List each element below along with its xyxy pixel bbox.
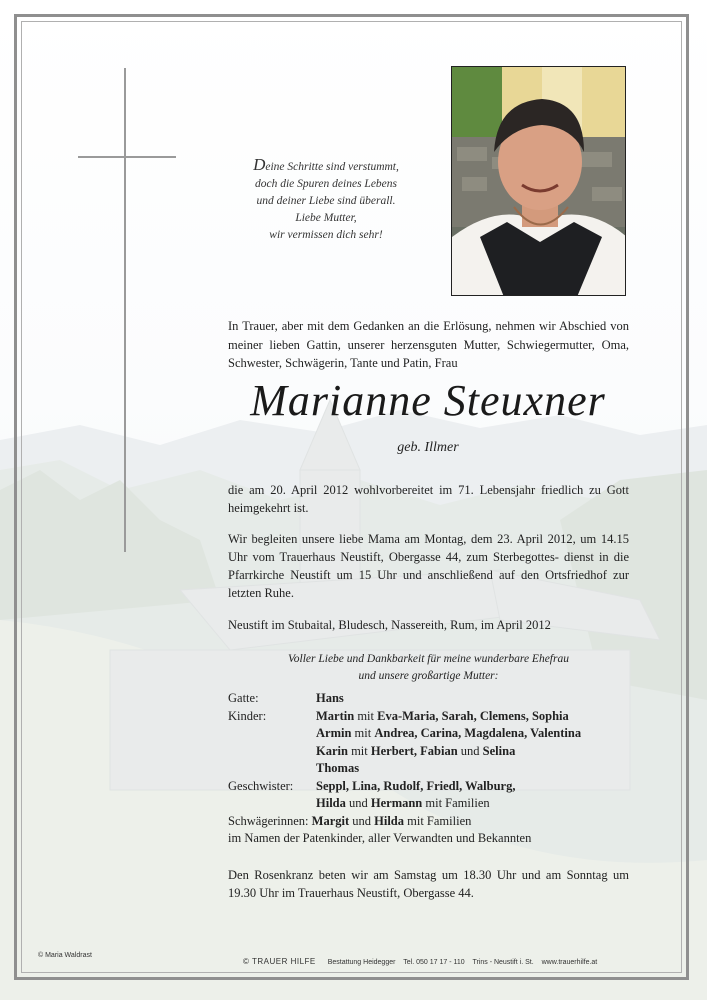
footer-brand: © TRAUER HILFE [243, 957, 316, 966]
poem-line: und deiner Liebe sind überall. [256, 195, 396, 207]
sibling-name: Hilda [316, 796, 346, 810]
family-row-siblings-cont [228, 795, 648, 813]
spouse-name: Hans [316, 691, 344, 705]
sibling-name: Hermann [370, 796, 423, 810]
place-date: Neustift im Stubaital, Bludesch, Nassereith, Rum, im April 2012 [228, 618, 551, 632]
child-name: Armin [316, 726, 352, 740]
family-row-siblings [228, 778, 648, 796]
family-row-child [228, 725, 648, 743]
child-family: Eva-Maria, Sarah, Clemens, Sophia [377, 708, 569, 723]
connector: mit Familien [425, 796, 490, 810]
connector: und [460, 743, 480, 758]
connector: mit [351, 743, 368, 758]
family-label: Schwägerinnen: [228, 813, 309, 828]
death-notice: die am 20. April 2012 wohlvorbereitet im 71. Lebensjahr friedlich zu Gott heimgekehrt ist. [228, 483, 629, 515]
deceased-name: Marianne Steuxner [250, 376, 606, 425]
funeral-info: Wir begleiten unsere liebe Mama am Montag, dem 23. April 2012, um 14.15 Uhr vom Trauerhaus Neustift, Obergasse 44, zum Sterbegottes- dienst in die Pfarrkirche Neustift um 15 Uhr und anschließend auf den Ortsfriedhof zur letzten Ruhe. [228, 532, 629, 600]
poem-line: Liebe Mutter, [295, 212, 357, 224]
footer-phone: Tel. 050 17 17 - 110 [403, 959, 465, 966]
connector: und [352, 813, 372, 828]
thanks-text [228, 651, 629, 685]
portrait-illustration [452, 67, 626, 296]
siblings-names: Seppl, Lina, Rudolf, Friedl, Walburg, [316, 778, 516, 793]
child-name: Karin [316, 743, 348, 758]
footer-company: Bestattung Heidegger [327, 959, 396, 966]
portrait-photo [451, 66, 626, 296]
family-row-spouse [228, 690, 648, 708]
family-label: Kinder: [228, 708, 267, 723]
family-label: Geschwister: [228, 778, 294, 793]
connector: und [349, 796, 368, 810]
family-row-child [228, 760, 648, 778]
child-family: Selina [482, 743, 516, 758]
poem-initial: D [253, 155, 266, 174]
footer-location: Trins - Neustift i. St. [472, 959, 534, 966]
cross-vertical-bar [124, 68, 126, 552]
godchildren-line: im Namen der Patenkinder, aller Verwandten und Bekannten [228, 831, 532, 845]
child-name: Thomas [316, 761, 360, 775]
thanks-line: und unsere großartige Mutter: [358, 670, 499, 682]
rosary-info: Den Rosenkranz beten wir am Samstag um 18.30 Uhr und am Sonntag um 19.30 Uhr im Trauerhaus Neustift, Obergasse 44. [228, 868, 629, 900]
maiden-name: geb. Illmer [397, 440, 459, 455]
connector: mit [354, 726, 372, 740]
footer [243, 957, 603, 966]
intro-text: In Trauer, aber mit dem Gedanken an die Erlösung, nehmen wir Abschied von meiner lieben Gattin, unserer herzensguten Mutter, Schwiegermutter, Oma, Schwester, Schwägerin, Tante und Patin, Frau [228, 319, 629, 370]
footer-web-link[interactable]: www.trauerhilfe.at [541, 959, 598, 966]
inlaw-name: Hilda [374, 813, 405, 828]
cross-horizontal-bar [78, 156, 176, 158]
inlaw-name: Margit [311, 813, 350, 828]
child-name: Martin [316, 708, 355, 723]
child-family: Andrea, Carina, Magdalena, Valentina [374, 726, 582, 740]
photo-copyright: © Maria Waldrast [38, 952, 92, 959]
family-row-child [228, 743, 648, 761]
family-row-inlaws [228, 813, 648, 831]
poem-line: wir vermissen dich sehr! [269, 229, 383, 241]
thanks-line: Voller Liebe und Dankbarkeit für meine wunderbare Ehefrau [288, 653, 569, 665]
poem-line: doch die Spuren deines Lebens [254, 178, 397, 190]
family-list [228, 690, 648, 848]
connector: mit [357, 708, 374, 723]
family-row-children [228, 708, 648, 726]
poem [226, 156, 426, 244]
child-family: Herbert, Fabian [370, 743, 458, 758]
poem-line: eine Schritte sind verstummt, [265, 161, 399, 173]
connector: mit Familien [407, 813, 472, 828]
family-label: Gatte: [228, 691, 259, 705]
